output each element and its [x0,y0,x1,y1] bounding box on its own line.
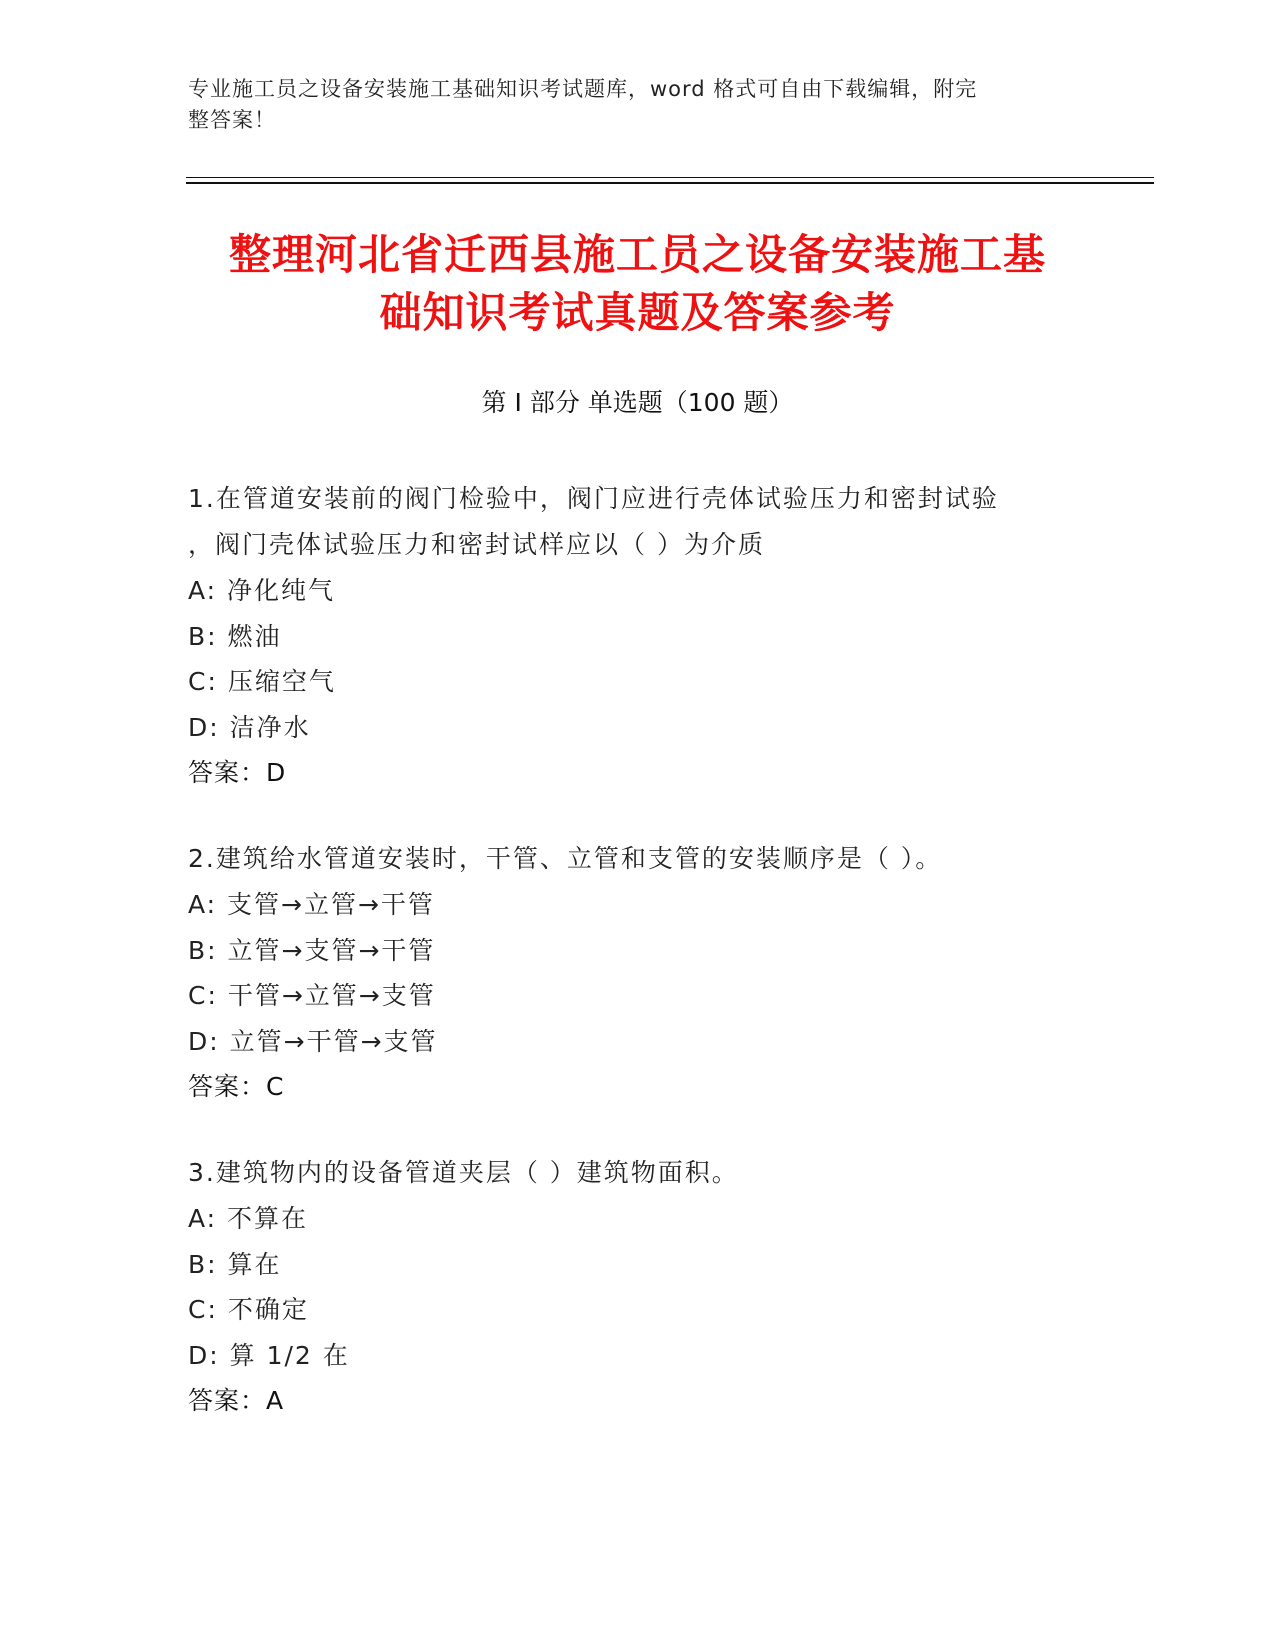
header-note-line-2: 整答案！ [188,108,276,132]
option-d: D: 算 1/2 在 [188,1340,350,1370]
question-stem-line: 1.在管道安装前的阀门检验中，阀门应进行壳体试验压力和密封试验 [188,484,999,513]
option-a: A: 净化纯气 [188,576,336,605]
question-2 [188,836,1088,1110]
option-a: A: 不算在 [188,1204,309,1233]
question-stem [188,836,1088,882]
option-d: D: 洁净水 [188,712,311,742]
question-stem [188,476,1088,568]
option-c: C: 干管→立管→支管 [188,981,436,1010]
option-d: D: 立管→干管→支管 [188,1026,438,1056]
answer: 答案：A [188,1386,285,1415]
header-divider-thick [186,182,1154,184]
title-line-2: 础知识考试真题及答案参考 [379,288,896,337]
question-1 [188,476,1088,796]
question-list [188,476,1088,1464]
header-divider-thin [186,177,1154,178]
question-stem [188,1150,1088,1196]
option-b: B: 立管→支管→干管 [188,935,436,965]
option-c: C: 不确定 [188,1295,309,1324]
question-3 [188,1150,1088,1424]
option-b: B: 燃油 [188,621,282,651]
header-note-line-1: 专业施工员之设备安装施工基础知识考试题库，word 格式可自由下载编辑，附完 [188,77,978,101]
title-line-1: 整理河北省迁西县施工员之设备安装施工基 [228,230,1046,279]
document-title [150,226,1125,342]
option-c: C: 压缩空气 [188,667,336,696]
question-stem-line: 3.建筑物内的设备管道夹层（ ）建筑物面积。 [188,1158,739,1187]
answer: 答案：D [188,758,287,787]
answer: 答案：C [188,1072,285,1101]
question-stem-line: ，阀门壳体试验压力和密封试样应以（ ）为介质 [188,530,765,559]
document-header-note [188,74,1068,136]
question-stem-line: 2.建筑给水管道安装时，干管、立管和支管的安装顺序是（ ）。 [188,844,943,873]
option-a: A: 支管→立管→干管 [188,890,435,919]
section-title: 第 I 部分 单选题（100 题） [481,388,794,417]
option-b: B: 算在 [188,1249,282,1279]
